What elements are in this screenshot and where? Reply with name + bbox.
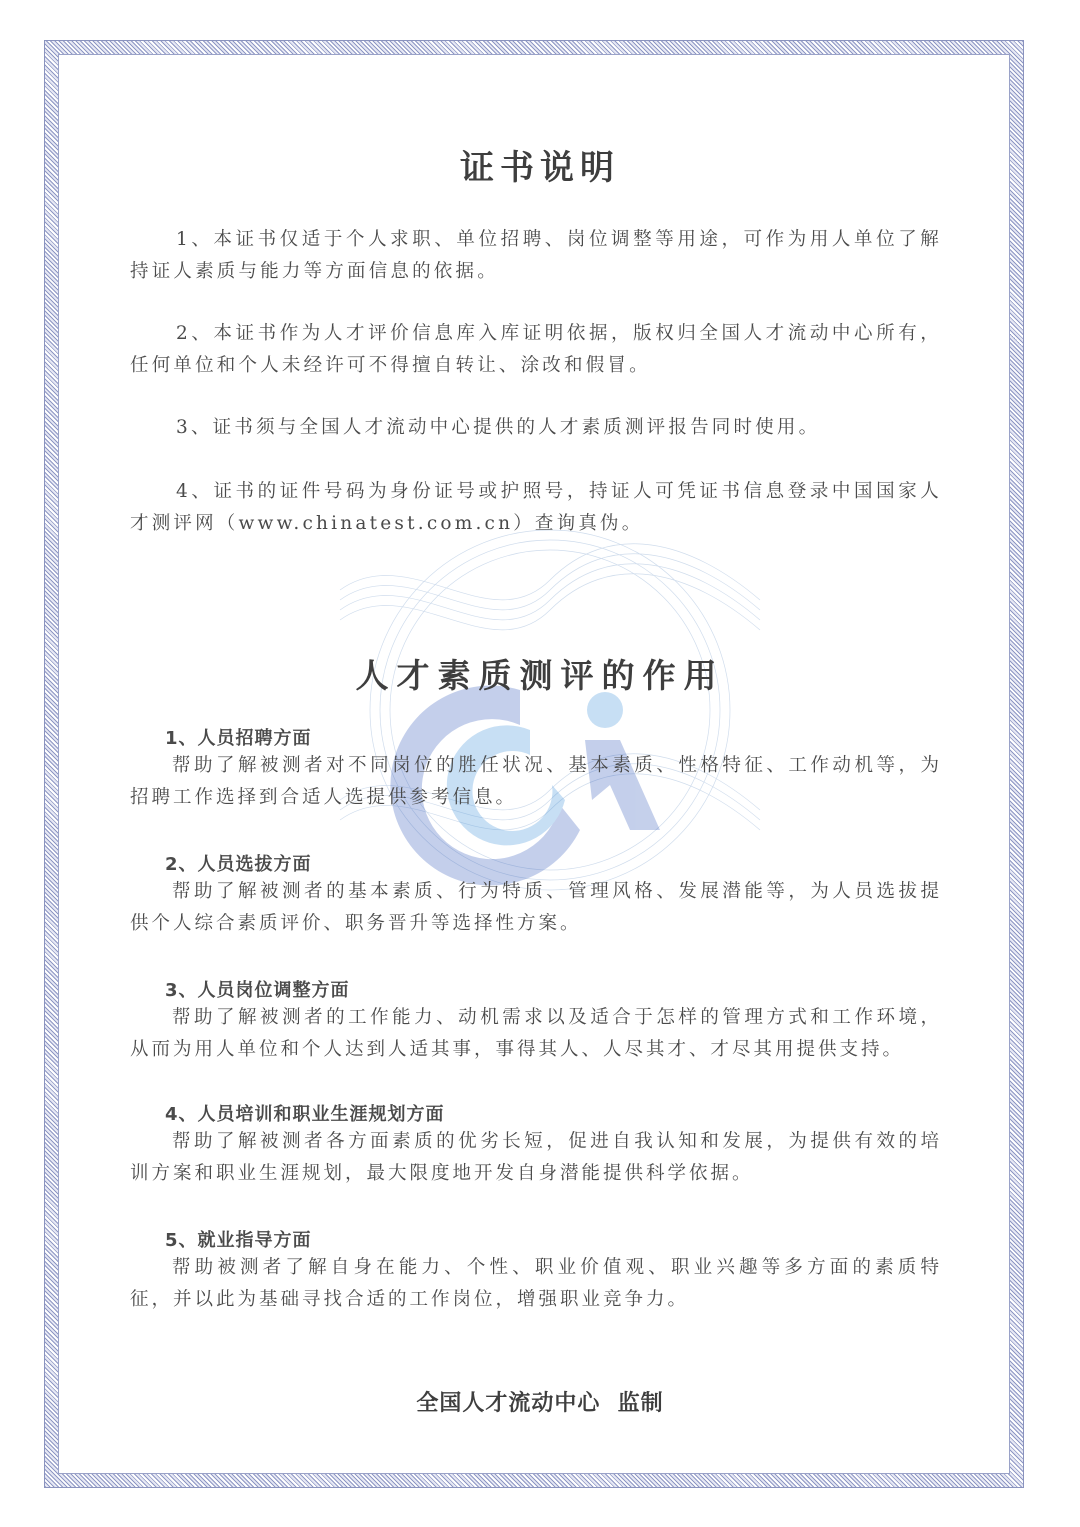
section-body-2: 帮助了解被测者的基本素质、行为特质、管理风格、发展潜能等，为人员选拔提供个人综合素质评价、职务晋升等选择性方案。 [130, 881, 942, 934]
note-item-3: 3、证书须与全国人才流动中心提供的人才素质测评报告同时使用。 [176, 417, 821, 438]
note-item-1: 1、本证书仅适于个人求职、单位招聘、岗位调整等用途，可作为用人单位了解持证人素质与能力等方面信息的依据。 [130, 229, 942, 282]
assessment-roles-title: 人才素质测评的作用 [355, 656, 725, 695]
cta-logo-watermark-icon [330, 500, 770, 920]
section-heading-1: 1、人员招聘方面 [165, 728, 312, 749]
section-heading-3: 3、人员岗位调整方面 [165, 980, 350, 1001]
certificate-notes-title: 证书说明 [460, 148, 620, 188]
section-body-4: 帮助了解被测者各方面素质的优劣长短，促进自我认知和发展，为提供有效的培训方案和职业生涯规划，最大限度地开发自身潜能提供科学依据。 [130, 1131, 942, 1184]
issuer-footer: 全国人才流动中心 监制 [416, 1390, 664, 1416]
note-item-4: 4、证书的证件号码为身份证号或护照号，持证人可凭证书信息登录中国国家人才测评网（www.chinatest.com.cn）查询真伪。 [130, 481, 942, 534]
section-heading-4: 4、人员培训和职业生涯规划方面 [165, 1104, 445, 1125]
section-heading-5: 5、就业指导方面 [165, 1230, 312, 1251]
note-item-2: 2、本证书作为人才评价信息库入库证明依据，版权归全国人才流动中心所有，任何单位和个人未经许可不得擅自转让、涂改和假冒。 [130, 323, 942, 376]
section-heading-2: 2、人员选拔方面 [165, 854, 312, 875]
section-body-3: 帮助了解被测者的工作能力、动机需求以及适合于怎样的管理方式和工作环境，从而为用人单位和个人达到人适其事，事得其人、人尽其才、才尽其用提供支持。 [130, 1007, 942, 1060]
section-body-1: 帮助了解被测者对不同岗位的胜任状况、基本素质、性格特征、工作动机等，为招聘工作选择到合适人选提供参考信息。 [130, 755, 942, 808]
section-body-5: 帮助被测者了解自身在能力、个性、职业价值观、职业兴趣等多方面的素质特征，并以此为基础寻找合适的工作岗位，增强职业竞争力。 [130, 1257, 942, 1310]
